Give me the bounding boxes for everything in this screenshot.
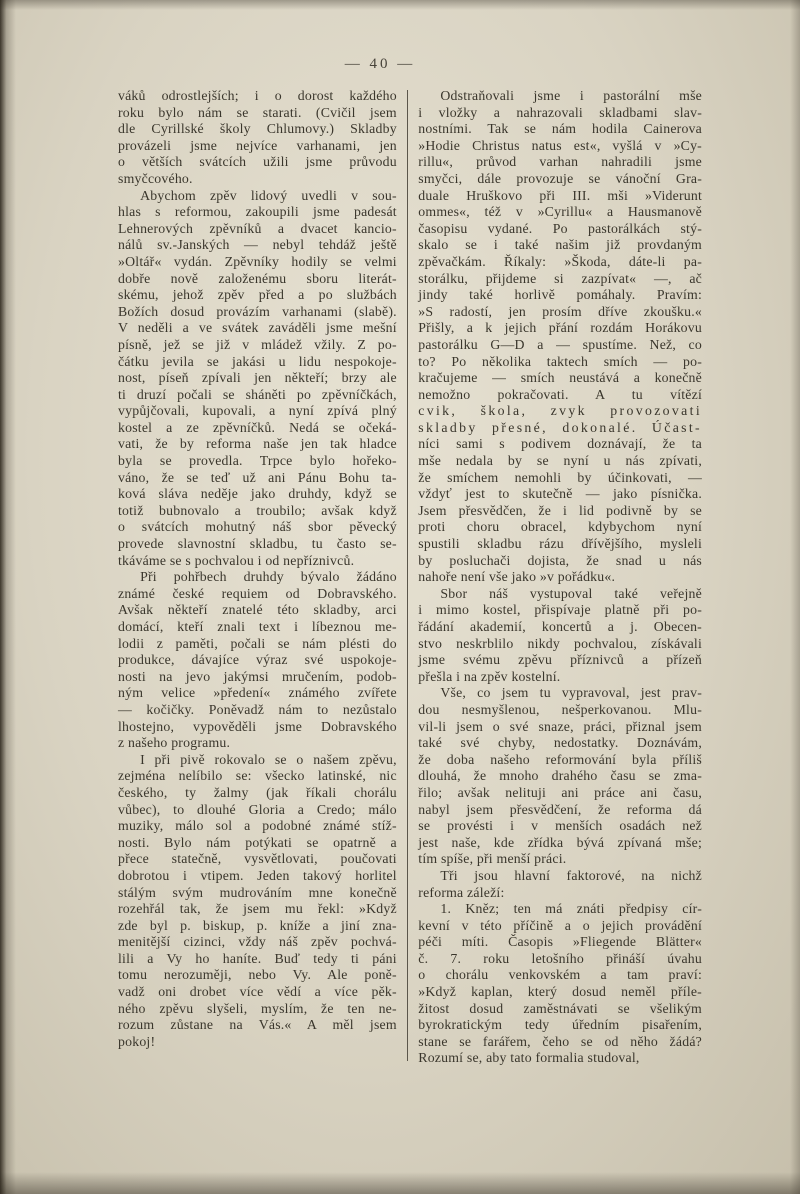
left-column xyxy=(118,88,397,1067)
text-line: »S radostí, jen prosím dříve zkoušku.« xyxy=(418,303,702,319)
column-divider xyxy=(407,90,408,1061)
text-line: storálku, přijdeme si zazpívat« —, ač xyxy=(418,270,702,286)
text-line: žitost dosud zaměstnávati se všelikým xyxy=(418,1000,702,1016)
text-line: skalo se i také našim již provdaným xyxy=(418,237,702,253)
text-line: menitější cizinci, vždy náš zpěv pochvá- xyxy=(118,934,397,950)
text-line: ným velice »předení« známého zvířete xyxy=(118,685,397,701)
text-line: smyčcového. xyxy=(118,170,193,186)
text-line: i mimo kostel, přispívaje platně při po- xyxy=(418,602,702,618)
text-line: o chorálu venkovském a tam praví: xyxy=(418,967,702,983)
text-line: zde byl p. biskup, p. kníže a jiní zna- xyxy=(118,917,397,933)
text-line: V neděli a ve svátek zaváděli jsme mešní xyxy=(118,320,397,336)
text-line: českého, ty žalmy (jak říkali chorálu xyxy=(118,784,397,800)
text-line: lhostejno, vypověděli jsme Dobravského xyxy=(118,718,397,734)
text-line: čátku jevila se jakási u lidu nespokoje- xyxy=(118,353,397,369)
text-line: rillu«, průvod varhan nahradili jsme xyxy=(418,154,702,170)
text-line: vati, že by reforma naše jen tak hladce xyxy=(118,436,397,452)
page-edge-shadow-top xyxy=(0,0,800,10)
text-line: o svátcích mohutný náš sbor pěvecký xyxy=(118,519,397,535)
text-line: dobrotou i vtipem. Jeden takový horlitel xyxy=(118,867,397,883)
text-line: Tři jsou hlavní faktorové, na nichž xyxy=(440,867,702,883)
text-line: také své chyby, nedostatky. Doznávám, xyxy=(418,735,702,751)
text-line: totiž bubnovalo a troubilo; avšak když xyxy=(118,502,397,518)
text-line: vadž oni drobet více vědí a více pěk- xyxy=(118,984,397,1000)
paragraph xyxy=(118,188,397,570)
text-line: hlas s reformou, zakoupili jsme padesát xyxy=(118,204,397,220)
text-line: skému, jehož zpěv před a po službách xyxy=(118,287,397,303)
text-line: smyčci, dále provozuje se vánoční Gra- xyxy=(418,170,702,186)
text-line: řádání akademií, koncertů a j. Obecen- xyxy=(418,619,702,634)
right-column xyxy=(418,88,702,1067)
text-line: z našeho programu. xyxy=(118,735,231,751)
text-line: skladby přesné, dokonalé. Účast- xyxy=(418,419,702,435)
text-line: vždyť jest to skutečně — jako písnička. xyxy=(418,486,702,502)
paragraph xyxy=(418,586,702,686)
text-line: provede slavnostní skladbu, tu často se- xyxy=(118,536,397,552)
paragraph xyxy=(418,868,702,901)
text-line: rozehřál tak, že jsem mu řekl: »Když xyxy=(118,901,397,917)
text-line: váků odrostlejších; i o dorost každého xyxy=(118,88,397,103)
paragraph xyxy=(418,901,702,1067)
text-line: kostel a ze zpěvníčků. Nedá se očeká- xyxy=(118,419,397,435)
text-line: rozum zůstane na Vás.« A měl jsem xyxy=(118,1017,397,1033)
text-line: že doba našeho reformování byla příliš xyxy=(418,751,702,767)
text-line: dlouhá, že mnoho drahého času se zma- xyxy=(418,768,702,784)
text-line: Avšak někteří znatelé této skladby, arci xyxy=(118,602,397,618)
page-edge-shadow-bottom xyxy=(0,1172,800,1194)
text-line: roku bylo nám se starati. (Cvičil jsem xyxy=(118,104,397,120)
text-line: »Když kaplan, který dosud neměl příle- xyxy=(418,984,702,1000)
text-line: kevní v této příčině a o jejich provádění xyxy=(418,917,702,933)
text-line: Odstraňovali jsme i pastorální mše xyxy=(440,88,702,103)
text-line: lili a Vy ho haníte. Buď tedy ti páni xyxy=(118,950,397,966)
text-line: by posluchači dojista, že snad u nás xyxy=(418,552,702,568)
text-line: tomu nerozuměji, nebo Vy. Ale poně- xyxy=(118,967,397,983)
text-line: nosti. Bylo nám potýkati se opatrně a xyxy=(118,834,397,850)
text-line: byla se provedla. Trpce bylo hořeko- xyxy=(118,453,397,469)
text-columns xyxy=(118,88,702,1067)
text-line: písně, jež se již v mládež vžily. Z po- xyxy=(118,336,397,352)
text-line: proti choru obracel, kdybychom nyní xyxy=(418,519,702,535)
text-line: č. 7. roku letošního přináší úvahu xyxy=(418,950,702,966)
text-line: Lehnerových zpěvníků a dvacet kancio- xyxy=(118,220,397,236)
text-line: vypůjčovali, kupovali, a nyní zpívá plný xyxy=(118,403,397,419)
text-line: zpěvačkám. Říkaly: »Škoda, dáte-li pa- xyxy=(418,253,702,269)
text-line: ková sláva neděje jako druhdy, když se xyxy=(118,486,397,502)
text-line: dle Cyrillské školy Chlumovy.) Skladby xyxy=(118,121,397,137)
text-line: — kočičky. Poněvadž nám to nezůstalo xyxy=(118,701,397,717)
text-line: nemožno pokračovati. A tu vítězí xyxy=(418,386,702,402)
text-line: nabyl jsem přesvědčení, že reforma dá xyxy=(418,801,702,817)
text-line: i vložky a nahrazovali skladbami slav- xyxy=(418,104,702,120)
text-line: přece statečně, vysvětlovati, poučovati xyxy=(118,851,397,867)
text-line: Při pohřbech druhdy bývalo žádáno xyxy=(140,569,397,585)
text-line: provázeli jsme nejvíce varhanami, jen xyxy=(118,137,397,153)
text-line: tkáváme se s pochvalou i od nepříznivců. xyxy=(118,552,355,568)
text-line: péči míti. Časopis »Fliegende Blätter« xyxy=(418,934,702,950)
text-line: váno, že se teď už ani Pánu Bohu ta- xyxy=(118,469,397,485)
text-line: Božích dosud provázím varhanami (slabě). xyxy=(118,303,397,319)
text-line: ommes«, též v »Cyrillu« a Hausmanově xyxy=(418,204,702,220)
text-line: cvik, škola, zvyk provozovati xyxy=(418,403,702,419)
text-line: nálů sv.-Janských — nebyl tehdáž ještě xyxy=(118,237,397,253)
text-line: I při pivě rokovalo se o našem zpěvu, xyxy=(140,751,397,767)
text-line: Vše, co jsem tu vypravoval, jest prav- xyxy=(440,685,702,701)
text-line: zejména nelíbilo se: všecko latinské, nic xyxy=(118,768,397,784)
text-line: přešla i na zpěv kostelní. xyxy=(418,668,561,684)
text-line: vůbec), to dlouhé Gloria a Credo; málo xyxy=(118,801,397,817)
text-line: duale Hruškovo při III. mši »Viderunt xyxy=(418,187,702,203)
text-line: 1. Kněz; ten má znáti předpisy cír- xyxy=(440,901,702,917)
text-line: spustili skladbu rázu dřívějšího, mysleli xyxy=(418,536,702,552)
text-line: že smíchem nemohli by účinkovati, — xyxy=(418,469,702,485)
text-line: známé české requiem od Dobravského. xyxy=(118,585,397,601)
text-line: lodii z paměti, počali se nám plésti do xyxy=(118,635,397,651)
text-line: se provésti i v menších osadách než xyxy=(418,818,702,834)
text-line: mše nedala by se nyní u nás zpívati, xyxy=(418,453,702,469)
text-line: dou nesmyšlenou, nešperkovanou. Mlu- xyxy=(418,701,702,717)
paragraph xyxy=(118,88,397,188)
text-line: o větších svátcích užili jsme průvodu xyxy=(118,154,397,170)
paragraph xyxy=(118,569,397,752)
text-line: jindy také horlivě pomáhaly. Pravím: xyxy=(418,287,702,303)
text-line: jest naše, kde zřídka bývá zpívaná mše; xyxy=(418,834,702,850)
page-edge-shadow-left xyxy=(0,0,16,1194)
text-line: vil-li jsem o své snaze, práci, přiznal jsem xyxy=(418,718,702,734)
text-line: »Hodie Christus natus est«, vyšlá v »Cy- xyxy=(418,137,702,153)
page-number: — 40 — xyxy=(344,56,416,72)
text-line: stálým svým mudrováním mne konečně xyxy=(118,884,397,900)
text-line: nostními. Tak se nám hodila Cainerova xyxy=(418,121,702,137)
text-line: níci sami s podivem doznávají, že ta xyxy=(418,436,702,452)
paragraph xyxy=(418,88,702,586)
text-line: dobře nově založenému sboru literát- xyxy=(118,270,397,286)
text-line: Jsem přesvědčen, že i lid podivně by se xyxy=(418,502,702,518)
text-line: kračujeme — smích neustává a konečně xyxy=(418,370,702,386)
text-line: Rozumí se, aby tato formalia studoval, xyxy=(418,1050,640,1066)
text-line: nahoře není vše jako »v pořádku«. xyxy=(418,569,616,585)
paragraph xyxy=(118,752,397,1051)
text-line: ti druzí počali se sháněti po zpěvníčkách, xyxy=(118,386,397,402)
paragraph xyxy=(418,685,702,868)
text-line: nosti na jevo jakýmsi mručením, podob- xyxy=(118,668,397,684)
text-line: reforma záleží: xyxy=(418,884,505,900)
text-line: řilo; avšak nelituji ani práce ani času, xyxy=(418,784,702,800)
text-line: domácí, kteří znali text i líbeznou me- xyxy=(118,619,397,634)
text-line: to? Po několika taktech smích — po- xyxy=(418,353,702,369)
text-line: stane se farářem, čeho se od něho žádá? xyxy=(418,1033,702,1049)
text-line: Abychom zpěv lidový uvedli v sou- xyxy=(140,187,397,203)
text-line: stvo neskrblilo nikdy pochvalou, získávali xyxy=(418,635,702,651)
text-line: jsme svému zpěvu příznivců a přízeň xyxy=(418,652,702,668)
text-line: tím spíše, při menší práci. xyxy=(418,851,567,867)
page-edge-shadow-right xyxy=(790,0,800,1194)
text-line: byrokratickým tedy úředním pisařením, xyxy=(418,1017,702,1033)
text-line: produkce, dávajíce výraz své uspokoje- xyxy=(118,652,397,668)
text-line: »Oltář« vydán. Zpěvníky hodily se velmi xyxy=(118,253,397,269)
text-line: Přišly, a k jejich přání rozdám Horákovu xyxy=(418,320,702,336)
text-line: ného zpěvu slyšeli, myslím, že ten ne- xyxy=(118,1000,397,1016)
text-line: nost, píseň zpívali jen někteří; brzy ale xyxy=(118,370,397,386)
text-line: muziky, málo sol a podobné známé stíž- xyxy=(118,818,397,834)
text-line: pastorálku G—D a — spustíme. Než, co xyxy=(418,336,702,352)
text-line: časopisu vydané. Po pastorálkách stý- xyxy=(418,220,702,236)
text-line: Sbor náš vystupoval také veřejně xyxy=(440,585,702,601)
text-line: pokoj! xyxy=(118,1033,156,1049)
